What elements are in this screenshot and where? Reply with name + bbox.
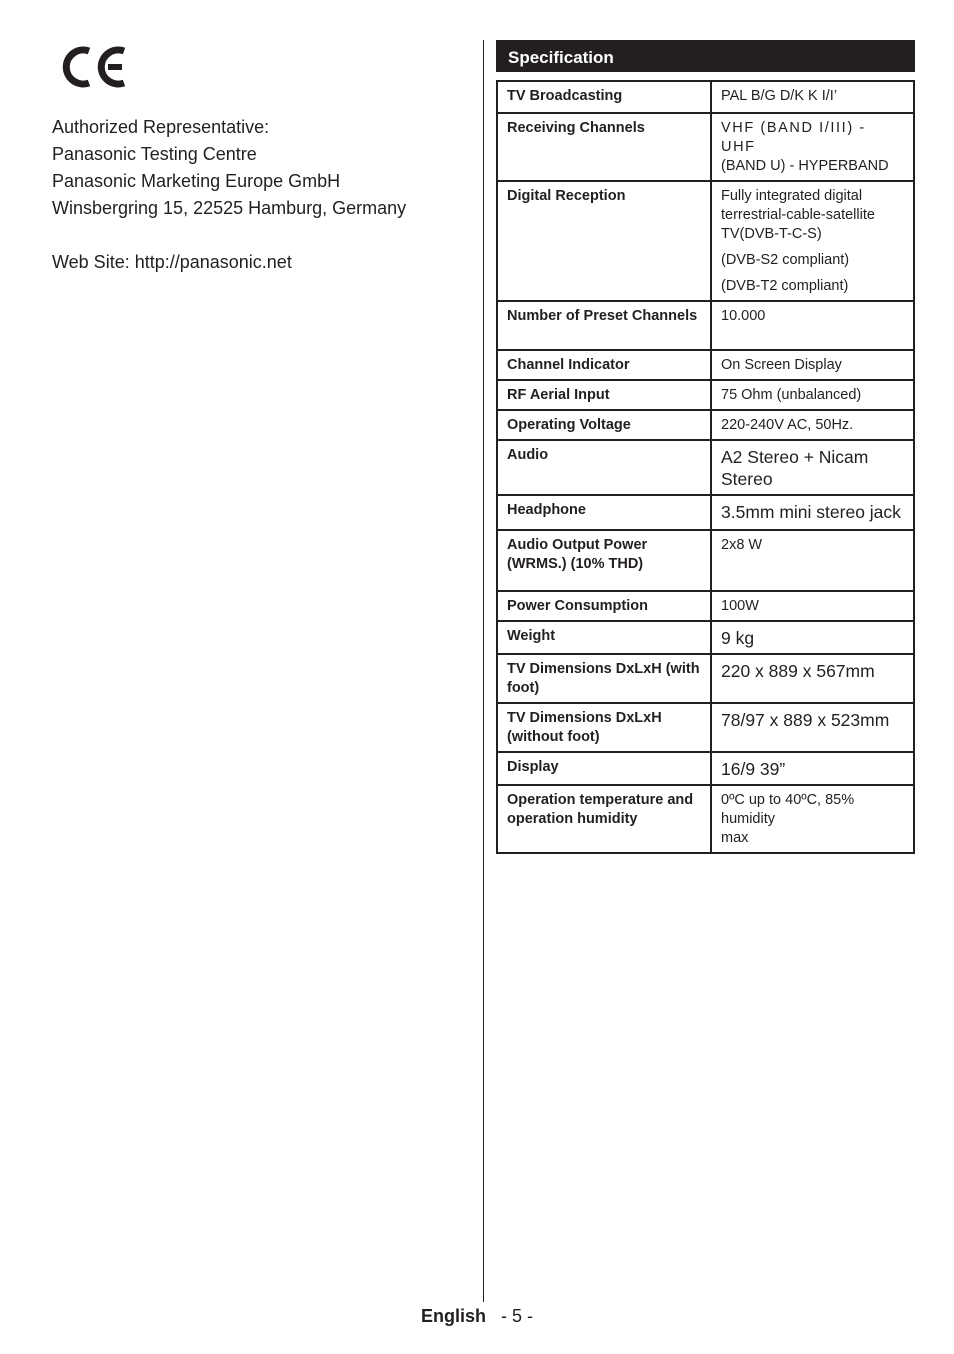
spec-value: 0ºC up to 40ºC, 85% humidity max xyxy=(711,785,914,853)
manufacturer-info xyxy=(52,114,406,276)
spec-value: 220-240V AC, 50Hz. xyxy=(711,410,914,440)
spec-label: Headphone xyxy=(497,495,711,530)
spec-value: 78/97 x 889 x 523mm xyxy=(711,703,914,752)
table-row xyxy=(497,530,914,591)
spec-label: Power Consumption xyxy=(497,591,711,621)
table-row xyxy=(497,621,914,654)
spec-value: 100W xyxy=(711,591,914,621)
page-footer xyxy=(0,1306,954,1327)
spec-label: Receiving Channels xyxy=(497,113,711,181)
representative-company: Panasonic Marketing Europe GmbH xyxy=(52,171,341,191)
spec-value: 10.000 xyxy=(711,301,914,350)
table-row xyxy=(497,350,914,380)
spec-label: Channel Indicator xyxy=(497,350,711,380)
table-row xyxy=(497,703,914,752)
column-divider xyxy=(483,40,484,1302)
spec-value: 9 kg xyxy=(711,621,914,654)
footer-language: English xyxy=(420,1306,486,1326)
ce-mark-icon xyxy=(58,44,130,90)
spec-value: Fully integrated digital terrestrial-cable-satellite TV(DVB-T-C-S) (DVB-S2 compliant) (DVB-T2 compliant) xyxy=(711,181,914,301)
table-row xyxy=(497,410,914,440)
spec-value: 3.5mm mini stereo jack xyxy=(711,495,914,530)
representative-name: Panasonic Testing Centre xyxy=(52,144,257,164)
website-link[interactable]: Web Site: http://panasonic.net xyxy=(52,252,292,272)
spec-label: Display xyxy=(497,752,711,785)
spec-value: A2 Stereo + Nicam Stereo xyxy=(711,440,914,495)
spec-label: Operation temperature and operation humidity xyxy=(497,785,711,853)
spec-value: 75 Ohm (unbalanced) xyxy=(711,380,914,410)
spec-value: 220 x 889 x 567mm xyxy=(711,654,914,703)
spec-label: Number of Preset Channels xyxy=(497,301,711,350)
table-row xyxy=(497,181,914,301)
spec-label: RF Aerial Input xyxy=(497,380,711,410)
spec-label: TV Dimensions DxLxH (with foot) xyxy=(497,654,711,703)
table-row xyxy=(497,495,914,530)
specification-title: Specification xyxy=(496,40,915,72)
table-row xyxy=(497,81,914,113)
table-row xyxy=(497,654,914,703)
table-row xyxy=(497,785,914,853)
page-number: - 5 - xyxy=(501,1306,534,1326)
spec-value: On Screen Display xyxy=(711,350,914,380)
table-row xyxy=(497,752,914,785)
spec-label: Weight xyxy=(497,621,711,654)
spec-label: TV Dimensions DxLxH (without foot) xyxy=(497,703,711,752)
table-row xyxy=(497,380,914,410)
spec-value: 16/9 39” xyxy=(711,752,914,785)
spec-value: PAL B/G D/K K I/I’ xyxy=(711,81,914,113)
representative-address: Winsbergring 15, 22525 Hamburg, Germany xyxy=(52,198,407,218)
spec-label: Audio Output Power (WRMS.) (10% THD) xyxy=(497,530,711,591)
spec-label: Audio xyxy=(497,440,711,495)
table-row xyxy=(497,113,914,181)
table-row xyxy=(497,301,914,350)
spec-label: Digital Reception xyxy=(497,181,711,301)
representative-label: Authorized Representative: xyxy=(52,117,270,137)
table-row xyxy=(497,440,914,495)
table-row xyxy=(497,591,914,621)
spec-value: VHF (BAND I/III) - UHF (BAND U) - HYPERBAND xyxy=(711,113,914,181)
spec-label: Operating Voltage xyxy=(497,410,711,440)
spec-value: 2x8 W xyxy=(711,530,914,591)
spec-label: TV Broadcasting xyxy=(497,81,711,113)
specification-table xyxy=(496,80,915,854)
